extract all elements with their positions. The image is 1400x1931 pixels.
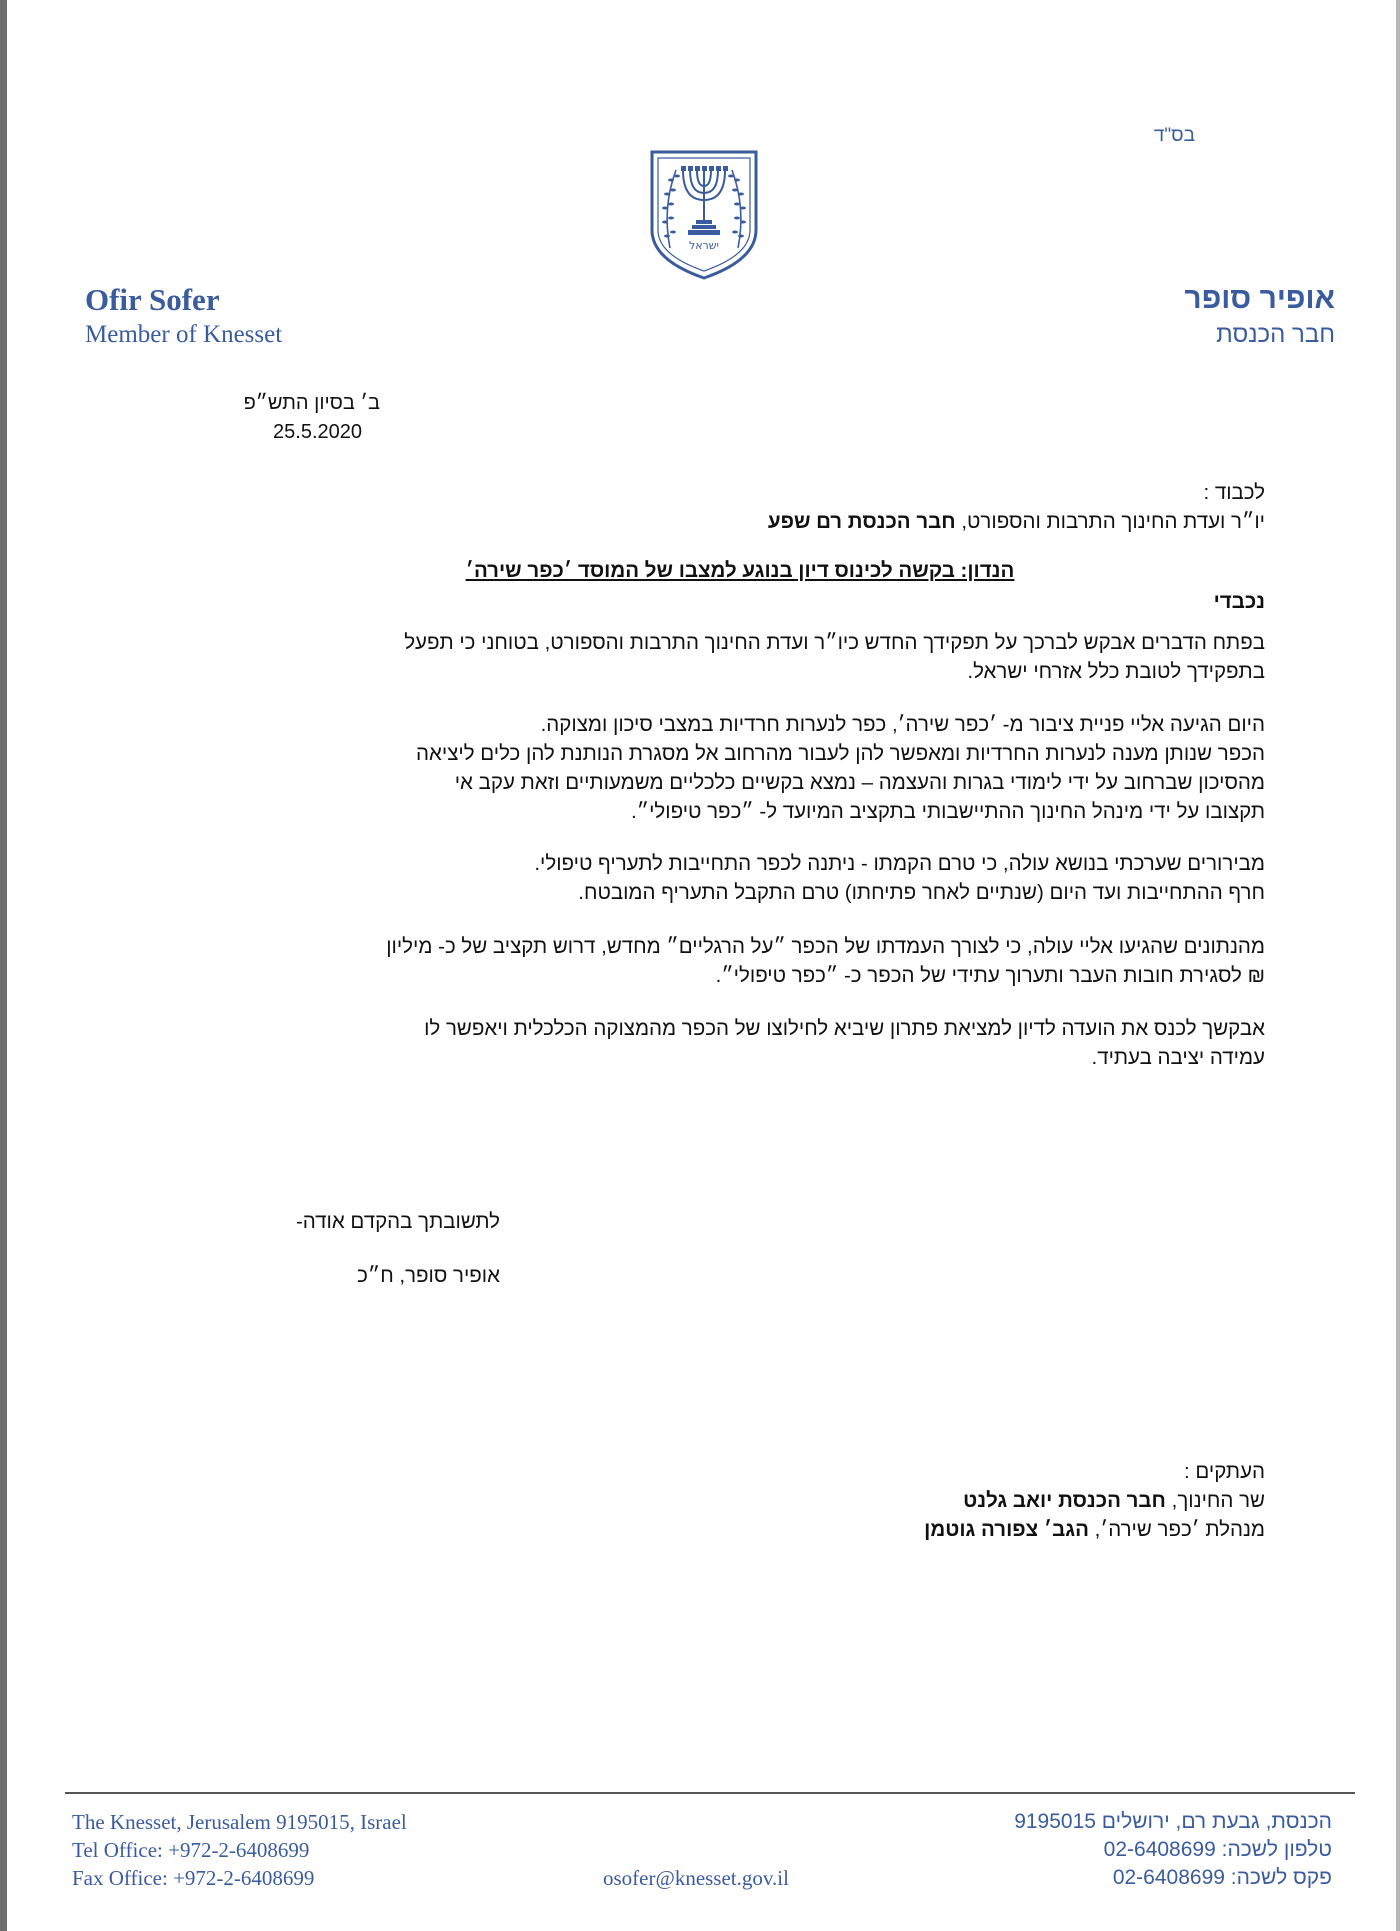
copies-block xyxy=(215,1457,1265,1544)
copy-recipient xyxy=(215,1486,1265,1515)
paragraph-line: מהנתונים שהגיעו אליי עולה, כי לצורך העמדתו של הכפר ״על הרגליים״ מחדש, דרוש תקציב של כ- מיליון xyxy=(386,935,1265,958)
paragraph-1 xyxy=(215,628,1265,686)
recipient-block xyxy=(215,478,1265,536)
copy-title: שר החינוך, xyxy=(1165,1489,1265,1512)
paragraph-line: אבקשך לכנס את הועדה לדיון למציאת פתרון שיביא לחילוצו של הכפר מהמצוקה הכלכלית ויאפשר לו xyxy=(424,1017,1265,1040)
paragraph-line: היום הגיעה אליי פניית ציבור מ- ׳כפר שירה׳, כפר לנערות חרדיות במצבי סיכון ומצוקה. xyxy=(540,713,1265,736)
paragraph-line: תקצובו על ידי מינהל החינוך ההתיישבותי בתקציב המיועד ל- ״כפר טיפולי״. xyxy=(631,800,1265,823)
paragraph-5 xyxy=(215,1014,1265,1072)
recipient-name: חבר הכנסת רם שפע xyxy=(767,510,956,533)
sender-name-english: Ofir Sofer xyxy=(85,282,220,317)
paragraph-line: חרף ההתחייבות ועד היום (שנתיים לאחר פתיחתו) טרם התקבל התעריף המובטח. xyxy=(578,881,1265,904)
closing-thanks: לתשובתך בהקדם אודה- xyxy=(295,1210,500,1233)
copy-title: מנהלת ׳כפר שירה׳, xyxy=(1088,1518,1265,1541)
sender-role-english: Member of Knesset xyxy=(85,321,283,348)
footer-fax-he: פקס לשכה: 02-6408699 xyxy=(1112,1866,1332,1889)
paragraph-line: מהסיכון שברחוב על ידי לימודי בגרות והעצמה – נמצא בקשיים כלכליים משמעותיים וזאת עקב אי xyxy=(454,771,1265,794)
footer-tel-he: טלפון לשכה: 02-6408699 xyxy=(1103,1838,1332,1861)
viewer-right-edge xyxy=(1396,0,1400,1931)
date-gregorian: 25.5.2020 xyxy=(273,421,362,443)
paragraph-line: הכפר שנותן מענה לנערות החרדיות ומאפשר להן לעבור מהרחוב אל מסגרת הנותנת להן כלים ליציאה xyxy=(416,742,1265,765)
paragraph-line: ₪ לסגירת חובות העבר ותערוך עתידי של הכפר כ- ״כפר טיפולי״. xyxy=(715,964,1265,987)
menorah-emblem-icon xyxy=(648,148,760,282)
date-hebrew: ב׳ בסיון התש״פ xyxy=(243,392,380,414)
sender-name-hebrew: אופיר סופר xyxy=(1184,282,1335,315)
footer-divider xyxy=(65,1792,1355,1794)
footer-address-en: The Knesset, Jerusalem 9195015, Israel xyxy=(72,1810,407,1834)
footer-email[interactable]: osofer@knesset.gov.il xyxy=(603,1866,789,1890)
paragraph-line: בפתח הדברים אבקש לברכך על תפקידך החדש כיו״ר ועדת החינוך התרבות והספורט, בטוחני כי תפעל xyxy=(404,631,1265,654)
paragraph-line: עמידה יציבה בעתיד. xyxy=(1091,1046,1265,1069)
viewer-left-edge xyxy=(0,0,7,1931)
signature: אופיר סופר, ח״כ xyxy=(357,1264,500,1287)
paragraph-line: מבירורים שערכתי בנושא עולה, כי טרם הקמתו - ניתנה לכפר התחייבות לתעריף טיפולי. xyxy=(534,852,1265,875)
footer-english xyxy=(72,1808,407,1892)
salutation: נכבדי xyxy=(1213,590,1265,613)
footer-tel-en: Tel Office: +972-2-6408699 xyxy=(72,1838,310,1862)
recipient-title: יו״ר ועדת החינוך התרבות והספורט, xyxy=(955,510,1265,533)
copies-label: העתקים : xyxy=(1184,1460,1265,1483)
footer-hebrew xyxy=(832,1808,1332,1892)
bsd-mark: בס"ד xyxy=(1153,125,1195,146)
paragraph-3 xyxy=(215,849,1265,907)
copy-name: הגב׳ צפורה גוטמן xyxy=(924,1518,1089,1541)
paragraph-4 xyxy=(215,932,1265,990)
paragraph-line: בתפקידך לטובת כלל אזרחי ישראל. xyxy=(967,660,1265,683)
sender-role-hebrew: חבר הכנסת xyxy=(1216,321,1335,348)
copy-recipient xyxy=(215,1515,1265,1544)
recipient-line xyxy=(215,507,1265,536)
subject-line xyxy=(215,559,1265,583)
subject-text: הנדון: בקשה לכינוס דיון בנוגע למצבו של המוסד ׳כפר שירה׳ xyxy=(465,559,1015,582)
footer-fax-en: Fax Office: +972-2-6408699 xyxy=(72,1866,315,1890)
svg-text:ישראל: ישראל xyxy=(688,239,720,252)
copy-name: חבר הכנסת יואב גלנט xyxy=(963,1489,1166,1512)
recipient-label: לכבוד : xyxy=(1203,481,1265,504)
footer-address-he: הכנסת, גבעת רם, ירושלים 9195015 xyxy=(1014,1810,1332,1833)
paragraph-2 xyxy=(215,710,1265,826)
